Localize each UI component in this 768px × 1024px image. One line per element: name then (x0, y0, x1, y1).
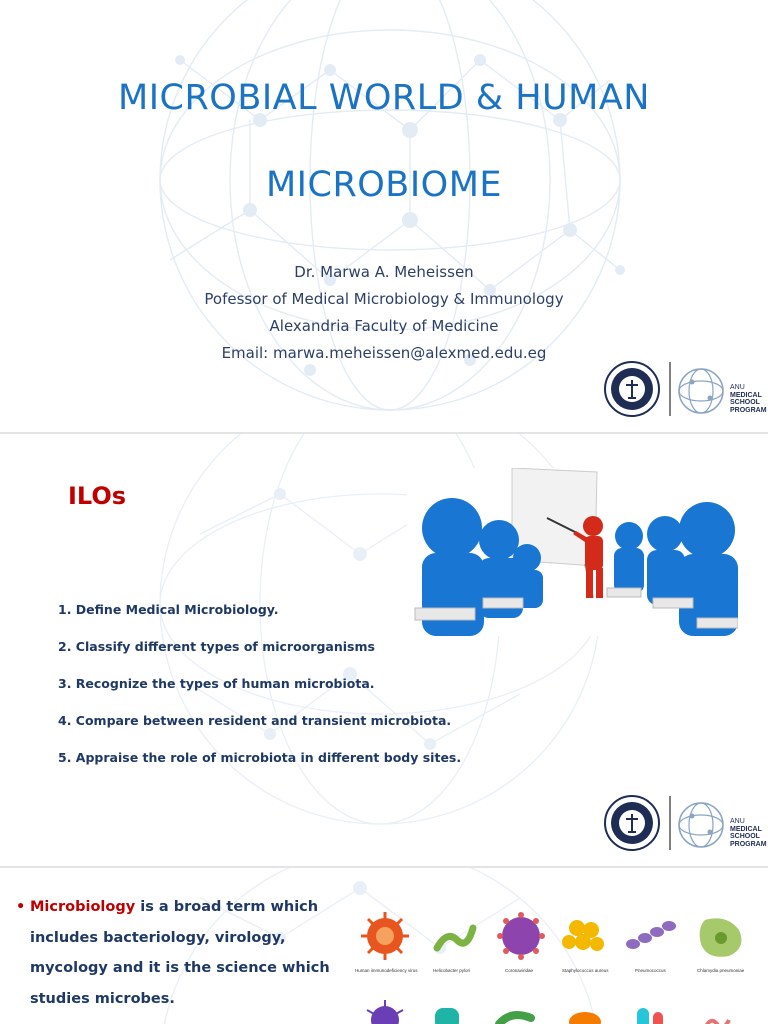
ilo-item-5: 5. Appraise the role of microbiota in different body sites. (58, 750, 462, 765)
faculty-name: Alexandria Faculty of Medicine (269, 317, 499, 335)
bacillus-green-icon (499, 1015, 531, 1024)
microbe-label-hiv: Human immunodeficiency virus (355, 968, 418, 973)
virus-spiky-icon (367, 1000, 403, 1024)
university-seal-logo (605, 796, 659, 850)
definition-line-1: is a broad term which (135, 899, 319, 915)
anu-globe-logo (679, 803, 723, 847)
microbiology-definition (16, 892, 330, 1014)
definition-line-4: studies microbes. (30, 990, 175, 1007)
microbiology-slide (0, 868, 768, 1024)
microbes-illustration (355, 910, 760, 1024)
logo-group (604, 358, 767, 420)
staphylococcus-icon (562, 920, 604, 951)
helicobacter-icon (437, 928, 473, 948)
spirochete-icon (705, 1020, 729, 1024)
title-slide (0, 0, 768, 432)
microbe-label-chlamydia: Chlamydia pneumoniae (697, 968, 745, 973)
microbe-label-staph: Staphylococcus aureus (562, 968, 609, 973)
microbe-label-helicobacter: Helicobacter pylori (433, 968, 471, 973)
bacillus-teal-icon (435, 1008, 459, 1024)
ilo-item-1: 1. Define Medical Microbiology. (58, 602, 279, 617)
author-name: Dr. Marwa A. Meheissen (294, 263, 474, 281)
anu-globe-logo (679, 369, 723, 413)
ilo-item-2: 2. Classify different types of microorganisms (58, 639, 375, 654)
ilos-slide (0, 434, 768, 866)
slide-title-line1: MICROBIAL WORLD & HUMAN (118, 78, 650, 118)
anu-label: ANU MEDICAL SCHOOL PROGRAM (730, 384, 767, 414)
definition-line-3: mycology and it is the science which (30, 960, 330, 976)
pneumococcus-icon (626, 921, 676, 949)
ilo-item-4: 4. Compare between resident and transient microbiota. (58, 713, 452, 728)
microbiology-term: Microbiology (30, 899, 136, 915)
microbe-label-pneumo: Pneumococcus (635, 968, 666, 973)
microbe-label-corona: Coronaviridae (505, 968, 534, 973)
anu-label: ANU MEDICAL SCHOOL PROGRAM (730, 818, 767, 848)
logo-group (604, 792, 767, 854)
chlamydia-icon (700, 918, 742, 956)
definition-line-2: includes bacteriology, virology, (30, 929, 286, 946)
hiv-virus-icon (361, 912, 409, 960)
slide-title-line2: MICROBIOME (265, 165, 503, 205)
author-position: Pofessor of Medical Microbiology & Immunology (204, 290, 564, 308)
classroom-illustration (407, 468, 738, 636)
author-email: Email: marwa.meheissen@alexmed.edu.eg (221, 344, 547, 362)
bacterium-capsule-icon (637, 1008, 663, 1024)
bacterium-orange-icon (569, 1012, 601, 1024)
ilos-heading: ILOs (68, 482, 127, 510)
ilo-item-3: 3. Recognize the types of human microbiota. (58, 676, 375, 691)
coronavirus-icon (497, 912, 545, 960)
university-seal-logo (605, 362, 659, 416)
bullet-marker: • (16, 899, 26, 915)
